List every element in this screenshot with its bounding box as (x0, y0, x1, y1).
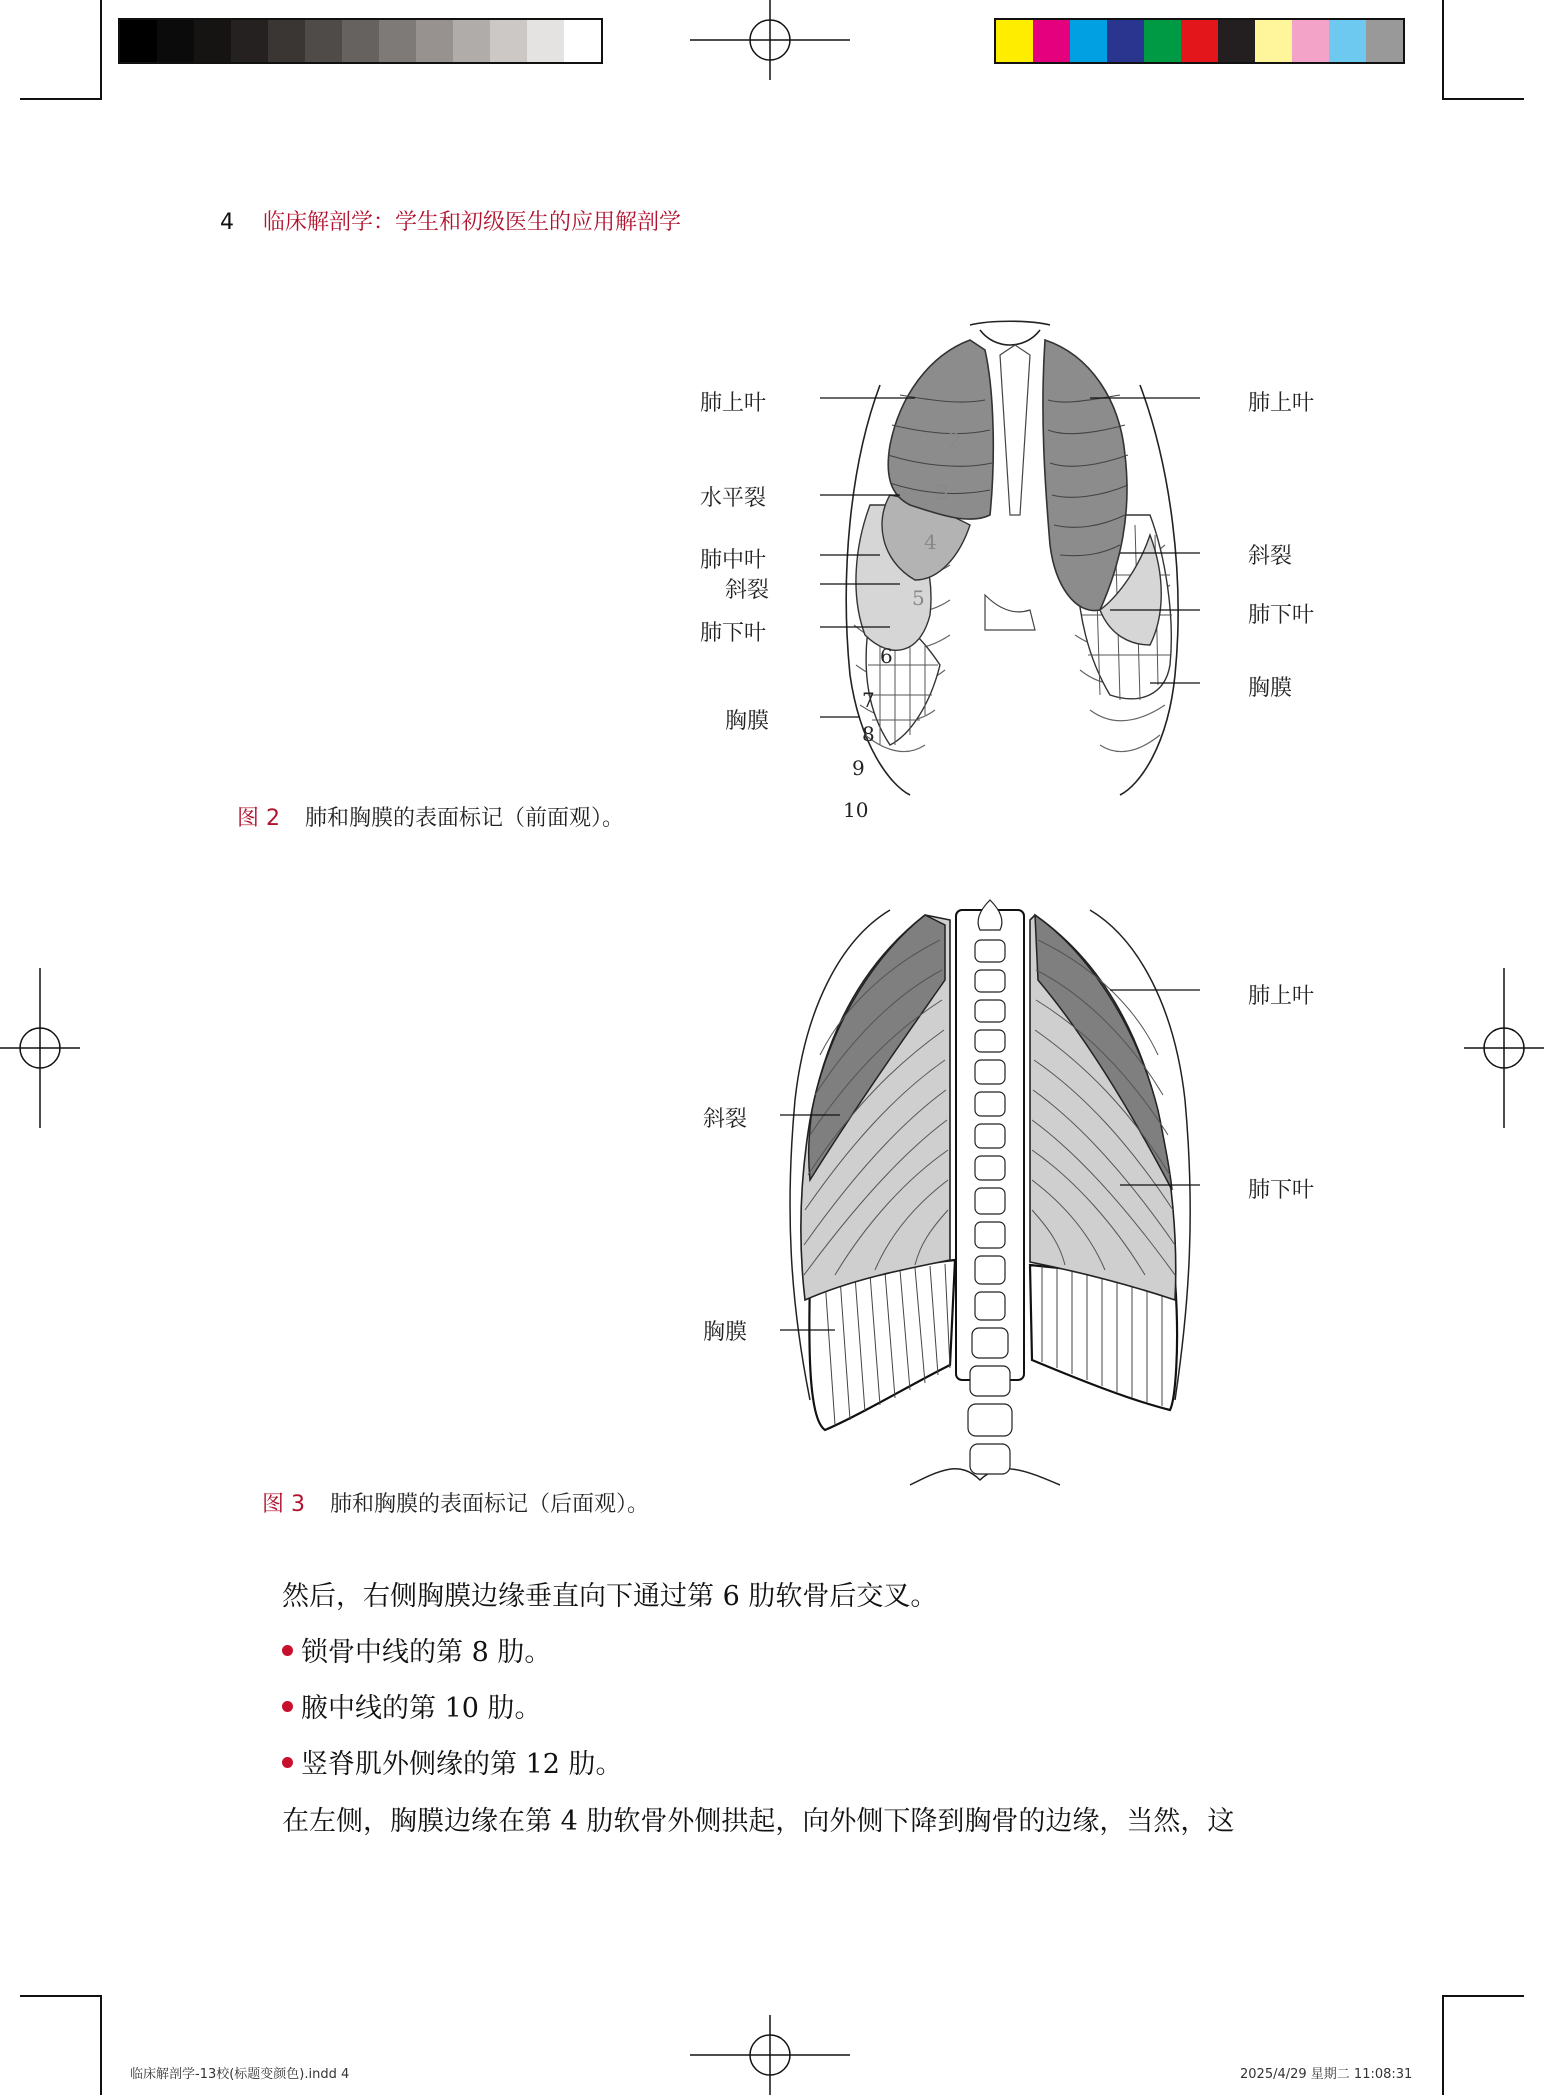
color-swatch-7 (1255, 20, 1292, 62)
process-color-bar (994, 18, 1405, 64)
fig2-label-right-3: 胸膜 (1248, 676, 1293, 701)
fig2-label-left-4: 肺下叶 (700, 621, 767, 646)
bullet-item (282, 1630, 551, 1669)
fig2-label-left-5: 胸膜 (725, 709, 770, 734)
color-swatch-8 (1292, 20, 1329, 62)
body-intro-paragraph: 然后，右侧胸膜边缘垂直向下通过第 6 肋软骨后交叉。 (282, 1581, 938, 1612)
registration-mark-bottom (690, 2015, 850, 2095)
fig2-rib-number-9: 9 (852, 756, 865, 780)
figure3-caption-text: 肺和胸膜的表面标记（后面观）。 (330, 1492, 650, 1517)
fig2-label-left-3: 斜裂 (725, 578, 770, 603)
gray-swatch-12 (564, 20, 601, 62)
bullet-dot-icon (282, 1645, 293, 1656)
fig2-rib-number-8: 8 (862, 722, 875, 746)
color-swatch-10 (1366, 20, 1403, 62)
registration-mark-right (1464, 968, 1544, 1128)
figure2-caption-label: 图 2 (237, 806, 280, 831)
gray-swatch-5 (305, 20, 342, 62)
gray-swatch-9 (453, 20, 490, 62)
gray-swatch-8 (416, 20, 453, 62)
body-continuation-paragraph: 在左侧，胸膜边缘在第 4 肋软骨外侧拱起，向外侧下降到胸骨的边缘，当然，这 (282, 1806, 1235, 1837)
figure3-caption-label: 图 3 (262, 1492, 305, 1517)
fig3-label-right-0: 肺上叶 (1248, 984, 1315, 1009)
figure2-caption-text: 肺和胸膜的表面标记（前面观）。 (305, 806, 625, 831)
fig3-label-left-1: 胸膜 (703, 1320, 748, 1345)
book-title: 临床解剖学：学生和初级医生的应用解剖学 (263, 210, 682, 235)
color-swatch-0 (996, 20, 1033, 62)
gray-swatch-6 (342, 20, 379, 62)
gray-swatch-0 (120, 20, 157, 62)
fig2-rib-number-4: 4 (924, 530, 937, 554)
footer-file-slug: 临床解剖学-13校(标题变颜色).indd 4 (130, 2067, 350, 2082)
grayscale-color-bar (118, 18, 603, 64)
fig2-rib-number-7: 7 (862, 688, 875, 712)
page-number: 4 (220, 210, 234, 235)
fig2-rib-number-3: 3 (936, 480, 949, 504)
bullet-item (282, 1742, 623, 1781)
fig2-label-right-1: 斜裂 (1248, 544, 1293, 569)
registration-mark-top (690, 0, 850, 80)
fig2-label-left-1: 水平裂 (700, 486, 767, 511)
fig2-label-left-2: 肺中叶 (700, 548, 767, 573)
fig2-rib-number-2: 2 (948, 428, 961, 452)
fig2-label-right-2: 肺下叶 (1248, 603, 1315, 628)
gray-swatch-11 (527, 20, 564, 62)
figure2-lung-anterior-illustration (820, 315, 1200, 815)
footer-timestamp: 2025/4/29 星期二 11:08:31 (1240, 2067, 1413, 2082)
bullet-text: 锁骨中线的第 8 肋。 (301, 1637, 552, 1668)
figure3-caption (262, 1487, 649, 1518)
registration-mark-left (0, 968, 80, 1128)
color-swatch-5 (1181, 20, 1218, 62)
gray-swatch-4 (268, 20, 305, 62)
gray-swatch-2 (194, 20, 231, 62)
bullet-text: 腋中线的第 10 肋。 (301, 1693, 542, 1724)
gray-swatch-3 (231, 20, 268, 62)
color-swatch-9 (1329, 20, 1366, 62)
color-swatch-6 (1218, 20, 1255, 62)
fig2-rib-number-10: 10 (843, 798, 869, 822)
bullet-dot-icon (282, 1757, 293, 1768)
figure3-lung-posterior-illustration (780, 880, 1200, 1520)
fig3-label-right-1: 肺下叶 (1248, 1178, 1315, 1203)
color-swatch-3 (1107, 20, 1144, 62)
color-swatch-4 (1144, 20, 1181, 62)
fig2-rib-number-6: 6 (880, 644, 893, 668)
gray-swatch-1 (157, 20, 194, 62)
color-swatch-1 (1033, 20, 1070, 62)
running-header (220, 205, 681, 236)
bullet-text: 竖脊肌外侧缘的第 12 肋。 (301, 1749, 623, 1780)
gray-swatch-10 (490, 20, 527, 62)
gray-swatch-7 (379, 20, 416, 62)
color-swatch-2 (1070, 20, 1107, 62)
fig2-label-left-0: 肺上叶 (700, 391, 767, 416)
fig2-rib-number-5: 5 (912, 586, 925, 610)
figure2-caption (237, 801, 624, 832)
bullet-dot-icon (282, 1701, 293, 1712)
fig3-label-left-0: 斜裂 (703, 1107, 748, 1132)
bullet-item (282, 1686, 542, 1725)
fig2-label-right-0: 肺上叶 (1248, 391, 1315, 416)
